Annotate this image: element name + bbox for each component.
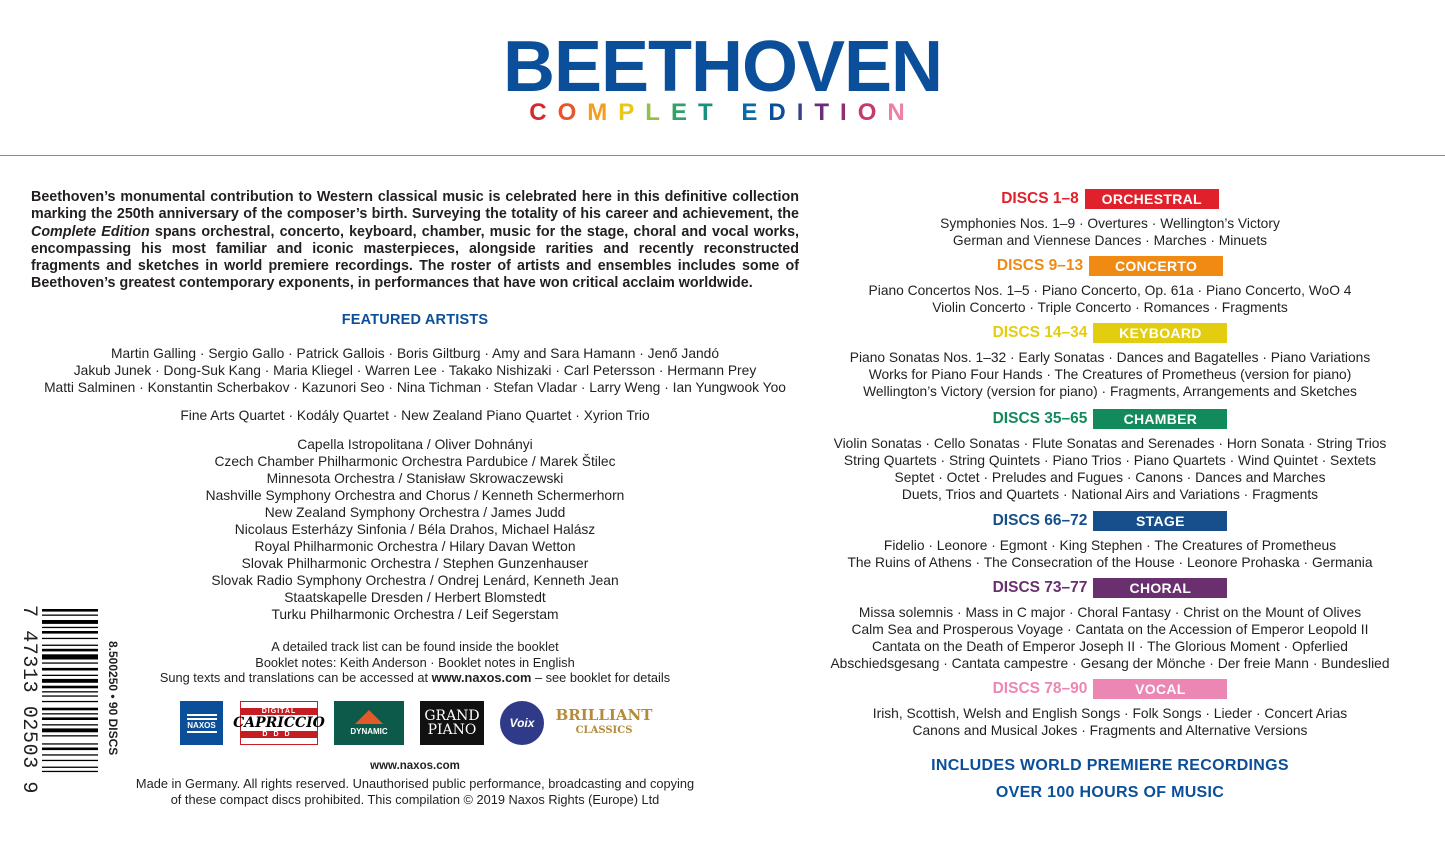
subtitle-letter: D [768,99,797,126]
barcode-bar [42,654,98,659]
category-badge: KEYBOARD [1093,323,1227,343]
barcode-bar [42,631,98,634]
orchestra-line: Nicolaus Esterházy Sinfonia / Béla Drahos, Michael Halász [234,522,596,537]
subtitle-letter: L [645,99,671,126]
dynamic-logo-text: DYNAMIC [350,727,388,736]
subtitle-letter [724,100,742,126]
notes-text: Sung texts and translations can be accessed at [159,670,432,685]
subtitle-letter: I [840,99,858,126]
barcode-bar [42,668,98,671]
discs-range: DISCS 14–34 [992,324,1088,341]
copyright-line: Made in Germany. All rights reserved. Unauthorised public performance, broadcasting and copying [135,776,695,791]
section-chamber [820,409,1400,503]
subtitle-letter: E [670,99,698,126]
barcode-bar [42,760,98,761]
barcode-bar [42,620,98,624]
copyright-notice [0,776,830,807]
works-line: Violin Concerto · Triple Concerto · Romances · Fragments [932,300,1288,315]
album-subtitle [0,100,1445,126]
grand-piano-logo [420,701,484,745]
album-title: BEETHOVEN [502,27,943,107]
barcode-bar [42,708,98,711]
barcode-bars [42,609,98,805]
intro-text-1: Beethoven’s monumental contribution to Western classical music is celebrated here in this definitive collection marking the 250th anniversary of the composer’s birth. Surveying the totality of his career and achievement, the [31,189,799,223]
orchestra-line: Royal Philharmonic Orchestra / Hilary Davan Wetton [254,539,576,554]
works-line: Symphonies Nos. 1–9 · Overtures · Wellington’s Victory [940,216,1280,231]
barcode-bar [42,686,98,689]
category-badge: VOCAL [1093,679,1227,699]
notes-text: – see booklet for details [531,670,671,685]
brilliant-logo-text: BRILLIANT [555,706,653,724]
barcode-bar [42,627,98,628]
grand-piano-text: PIANO [427,722,477,738]
orchestra-line: Staatskapelle Dresden / Herbert Blomstedt [284,590,546,605]
barcode-bar [42,638,98,639]
discs-range: DISCS 78–90 [992,680,1088,697]
dynamic-logo [334,701,404,745]
subtitle-letter: M [587,99,619,126]
section-stage [820,511,1400,571]
works-line: Irish, Scottish, Welsh and English Songs · Folk Songs · Lieder · Concert Arias [872,706,1348,721]
subtitle-letter: I [796,99,815,126]
barcode-bar [42,743,98,744]
ensembles-list [0,407,830,424]
notes-line-texts [0,670,830,686]
classics-logo-text: CLASSICS [575,725,633,736]
naxos-link[interactable]: www.naxos.com [431,670,532,685]
orchestra-line: New Zealand Symphony Orchestra / James Judd [264,505,566,520]
works-line: Calm Sea and Prosperous Voyage · Cantata on the Accession of Emperor Leopold II [851,622,1369,637]
orchestra-line: Capella Istropolitana / Oliver Dohnányi [297,437,533,452]
works-line: Wellington’s Victory (version for piano) · Fragments, Arrangements and Sketches [863,384,1357,399]
intro-italic-title: Complete Edition [31,223,150,240]
category-badge: CHAMBER [1093,409,1227,429]
copyright-line: of these compact discs prohibited. This compilation © 2019 Naxos Rights (Europe) Ltd [170,791,660,807]
works-line: Septet · Octet · Preludes and Fugues · Canons · Dances and Marches [894,470,1326,485]
catalog-number: 8.500250 • 90 DISCS [106,641,120,756]
naxos-logo [180,701,223,745]
orchestra-line: Minnesota Orchestra / Stanisław Skrowaczewski [266,471,564,486]
notes-line-booklet: Booklet notes: Keith Anderson · Booklet notes in English [255,654,575,670]
soloists-line: Jakub Junek · Dong-Suk Kang · Maria Kliegel · Warren Lee · Takako Nishizaki · Carl Petersson · Hermann Prey [73,363,757,378]
section-keyboard [820,323,1400,400]
capriccio-logo-text: CAPRICCIO [233,715,325,731]
orchestra-line: Turku Philharmonic Orchestra / Leif Segerstam [271,607,559,622]
subtitle-letter: O [857,99,888,126]
discs-range: DISCS 66–72 [992,512,1088,529]
orchestra-line: Slovak Radio Symphony Orchestra / Ondrej Lenárd, Kenneth Jean [211,573,619,588]
brilliant-classics-logo [557,701,651,745]
barcode-bar [42,748,98,751]
intro-text-2: spans orchestral, concerto, keyboard, chamber, music for the stage, choral and vocal works, encompassing his most familiar and iconic masterpieces, alongside rarities and recently reconstructed fragments and sketches in world premiere recordings. The roster of artists and ensembles includes some of Beethoven’s greatest contemporary exponents, in performances that have won critical acclaim worldwide. [31,223,799,292]
barcode-bar [42,662,98,663]
hours-of-music-banner: OVER 100 HOURS OF MUSIC [995,784,1225,801]
subtitle-letter: T [697,99,724,126]
barcode-bar [42,675,98,676]
section-vocal [820,679,1400,739]
works-line: Canons and Musical Jokes · Fragments and Alternative Versions [912,723,1308,738]
barcode-bar [42,771,98,772]
barcode-bar [42,724,98,725]
barcode-bar [42,754,98,755]
works-line: String Quartets · String Quintets · Piano Trios · Piano Quartets · Wind Quintet · Sextets [843,453,1377,468]
works-line: Duets, Trios and Quartets · National Airs and Variations · Fragments [901,487,1319,502]
works-line: German and Viennese Dances · Marches · Minuets [952,233,1268,248]
subtitle-letter: P [618,99,646,126]
barcode-bar [42,609,98,612]
barcode [14,605,120,810]
section-orchestral [820,189,1400,249]
world-premiere-banner: INCLUDES WORLD PREMIERE RECORDINGS [931,757,1289,774]
soloists-line: Martin Galling · Sergio Gallo · Patrick Gallois · Boris Giltburg · Amy and Sara Hamann · Jenő Jandó [110,346,720,361]
subtitle-letter: N [887,99,916,126]
naxos-logo-text: NAXOS [187,720,216,730]
soloists-line: Matti Salminen · Konstantin Scherbakov · Kazunori Seo · Nina Tichman · Stefan Vladar · Larry Weng · Ian Yungwook Yoo [44,380,786,395]
barcode-bar [42,645,98,646]
capriccio-logo [233,701,325,745]
works-line: Missa solemnis · Mass in C major · Choral Fantasy · Christ on the Mount of Olives [858,605,1362,620]
grand-piano-text: GRAND [424,708,480,724]
barcode-bar [42,615,98,616]
orchestra-line: Czech Chamber Philharmonic Orchestra Pardubice / Marek Štilec [214,454,616,469]
booklet-notes [0,639,830,686]
notes-line-tracklist: A detailed track list can be found inside the booklet [271,639,559,654]
barcode-bar [42,701,98,702]
barcode-bar [42,713,98,714]
works-line: Cantata on the Death of Emperor Joseph II · The Glorious Moment · Opferlied [872,639,1348,654]
orchestra-line: Nashville Symphony Orchestra and Chorus / Kenneth Schermerhorn [205,488,625,503]
discs-range: DISCS 9–13 [996,257,1084,274]
ensembles-line: Fine Arts Quartet · Kodály Quartet · New Zealand Piano Quartet · Xyrion Trio [180,408,650,423]
works-line: Piano Concertos Nos. 1–5 · Piano Concerto, Op. 61a · Piano Concerto, WoO 4 [868,283,1352,298]
works-line: Works for Piano Four Hands · The Creatures of Prometheus (version for piano) [868,367,1352,382]
orchestras-list [0,436,830,623]
barcode-number: 7 47313 02503 9 [17,605,40,795]
header-divider [0,155,1445,156]
category-badge: ORCHESTRAL [1085,189,1219,209]
subtitle-letter: C [529,99,558,126]
orchestra-line: Slovak Philharmonic Orchestra / Stephen Gunzenhauser [241,556,589,571]
subtitle-letter: O [557,99,588,126]
capriccio-bottom-text: DDD [241,731,317,738]
website-url[interactable]: www.naxos.com [370,760,460,772]
works-line: Fidelio · Leonore · Egmont · King Stephen · The Creatures of Prometheus [883,538,1337,553]
discs-range: DISCS 35–65 [992,410,1088,427]
discs-range: DISCS 73–77 [992,579,1088,596]
intro-paragraph [31,189,799,293]
section-concerto [820,256,1400,316]
discs-range: DISCS 1–8 [1001,190,1079,207]
works-line: Violin Sonatas · Cello Sonatas · Flute Sonatas and Serenades · Horn Sonata · String Trios [833,436,1387,451]
subtitle-letter: E [741,99,769,126]
works-line: Abschiedsgesang · Cantata campestre · Gesang der Mönche · Der freie Mann · Bundeslied [830,656,1390,671]
barcode-bar [42,728,98,732]
works-line: The Ruins of Athens · The Consecration of the House · Leonore Prohaska · Germania [847,555,1373,570]
featured-artists-heading: FEATURED ARTISTS [341,312,489,328]
voix-logo [500,701,544,745]
category-badge: CHORAL [1093,578,1227,598]
barcode-bar [42,735,98,736]
capriccio-top-text: DIGITAL [241,708,317,715]
barcode-bar [42,679,98,683]
section-choral [820,578,1400,672]
barcode-bar [42,691,98,692]
barcode-bar [42,649,98,652]
category-badge: STAGE [1093,511,1227,531]
category-badge: CONCERTO [1089,256,1223,276]
barcode-bar [42,695,98,696]
works-line: Piano Sonatas Nos. 1–32 · Early Sonatas · Dances and Bagatelles · Piano Variations [849,350,1371,365]
subtitle-letter: T [814,99,841,126]
voix-logo-text: Voix [509,716,535,730]
barcode-bar [42,767,98,768]
barcode-bar [42,717,98,720]
soloists-list [0,345,830,396]
